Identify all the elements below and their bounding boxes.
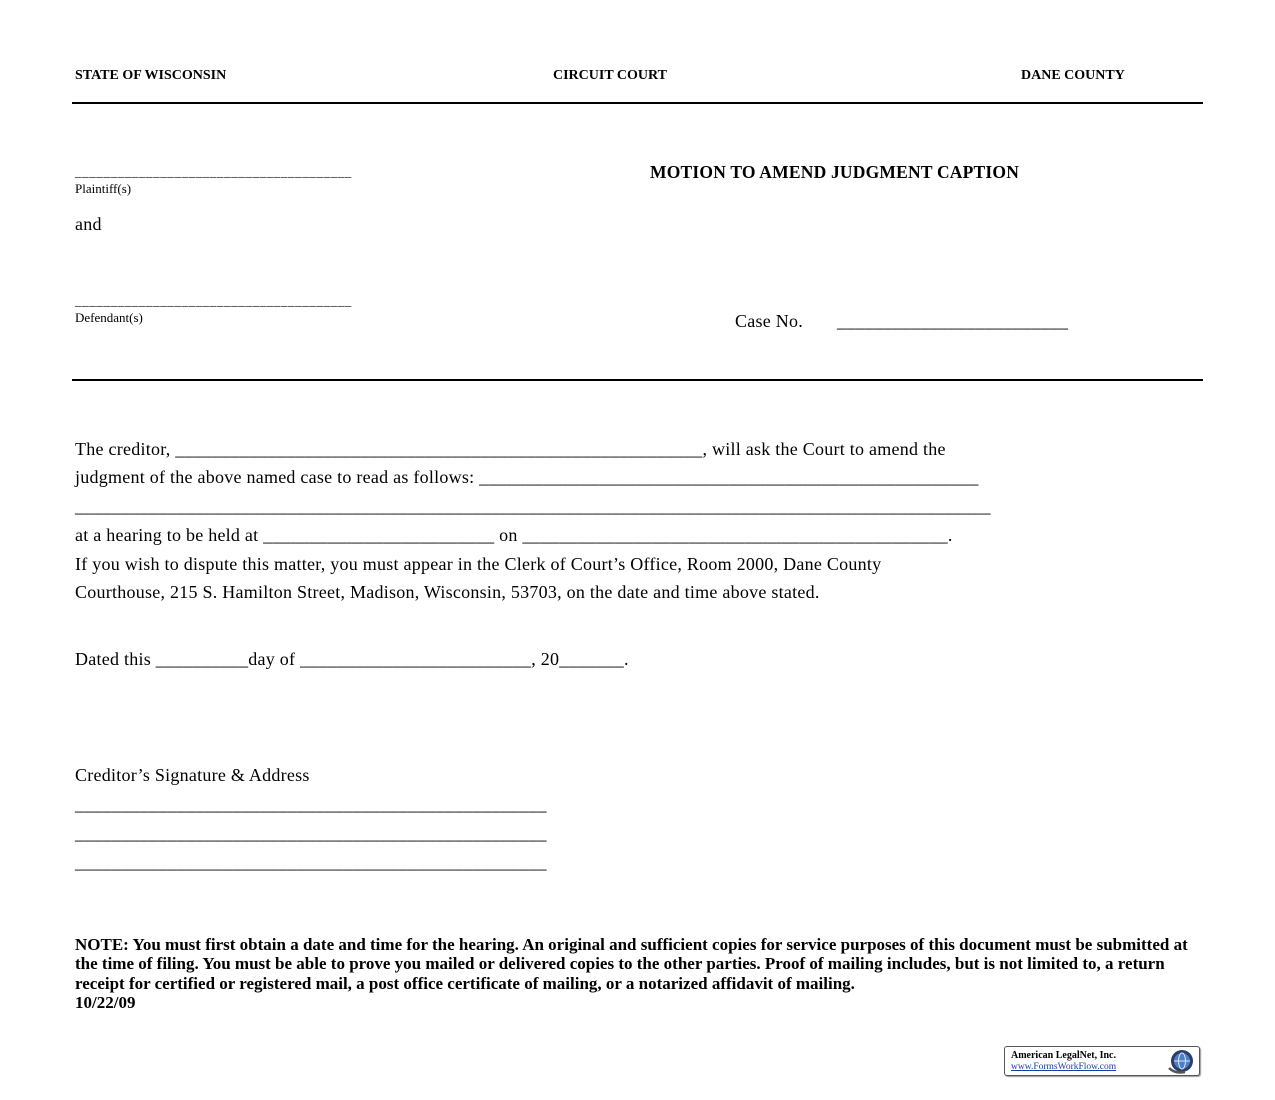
body-line-dispute: If you wish to dispute this matter, you must appear in the Clerk of Court’s Office, Room 2000, Dane County — [75, 554, 882, 574]
state-header: STATE OF WISCONSIN — [75, 68, 227, 83]
globe-logo-icon — [1163, 1048, 1197, 1074]
body-line-creditor: The creditor, _________________________________________________________, will ask the Court to amend the — [75, 439, 946, 459]
body-line-judgment: judgment of the above named case to read as follows: ______________________________________________________ — [75, 467, 979, 487]
badge-url[interactable]: www.FormsWorkFlow.com — [1011, 1062, 1117, 1072]
defendant-label: Defendant(s) — [75, 310, 143, 325]
plaintiff-blank[interactable]: _______________________________________ — [75, 164, 352, 179]
form-revision-date: 10/22/09 — [75, 992, 136, 1012]
publisher-badge[interactable] — [1004, 1046, 1200, 1076]
form-title: MOTION TO AMEND JUDGMENT CAPTION — [650, 162, 1020, 182]
body-line-blank[interactable]: ___________________________________________________________________________________________________ — [75, 496, 991, 516]
note-paragraph — [75, 935, 1200, 1012]
case-no-blank[interactable]: _________________________ — [837, 311, 1069, 331]
dated-line: Dated this __________day of _________________________, 20_______. — [75, 649, 629, 669]
body-line-hearing: at a hearing to be held at _________________________ on ______________________________________________. — [75, 525, 953, 545]
defendant-blank[interactable]: _______________________________________ — [75, 293, 352, 308]
signature-line[interactable]: ___________________________________________________ — [75, 852, 547, 872]
signature-line[interactable]: ___________________________________________________ — [75, 794, 547, 814]
plaintiff-label: Plaintiff(s) — [75, 181, 132, 196]
note-text: NOTE: You must first obtain a date and time for the hearing. An original and sufficient copies for service purposes of this document must be submitted at the time of filing. You must be able to prove you mailed or delivered copies to the other parties. Proof of mailing includes, but is not limited to, a return receipt for certified or registered mail, a post office certificate of mailing, or a notarized affidavit of mailing. — [75, 935, 1188, 993]
body-line-courthouse: Courthouse, 215 S. Hamilton Street, Madison, Wisconsin, 53703, on the date and time above stated. — [75, 582, 820, 602]
header-rule — [72, 102, 1203, 104]
caption-rule — [72, 379, 1203, 381]
county-header: DANE COUNTY — [1021, 68, 1125, 83]
and-text: and — [75, 214, 102, 234]
signature-label: Creditor’s Signature & Address — [75, 765, 310, 785]
badge-company: American LegalNet, Inc. — [1011, 1050, 1116, 1061]
court-header: CIRCUIT COURT — [553, 68, 667, 83]
signature-line[interactable]: ___________________________________________________ — [75, 823, 547, 843]
case-no-label: Case No. — [735, 311, 803, 331]
